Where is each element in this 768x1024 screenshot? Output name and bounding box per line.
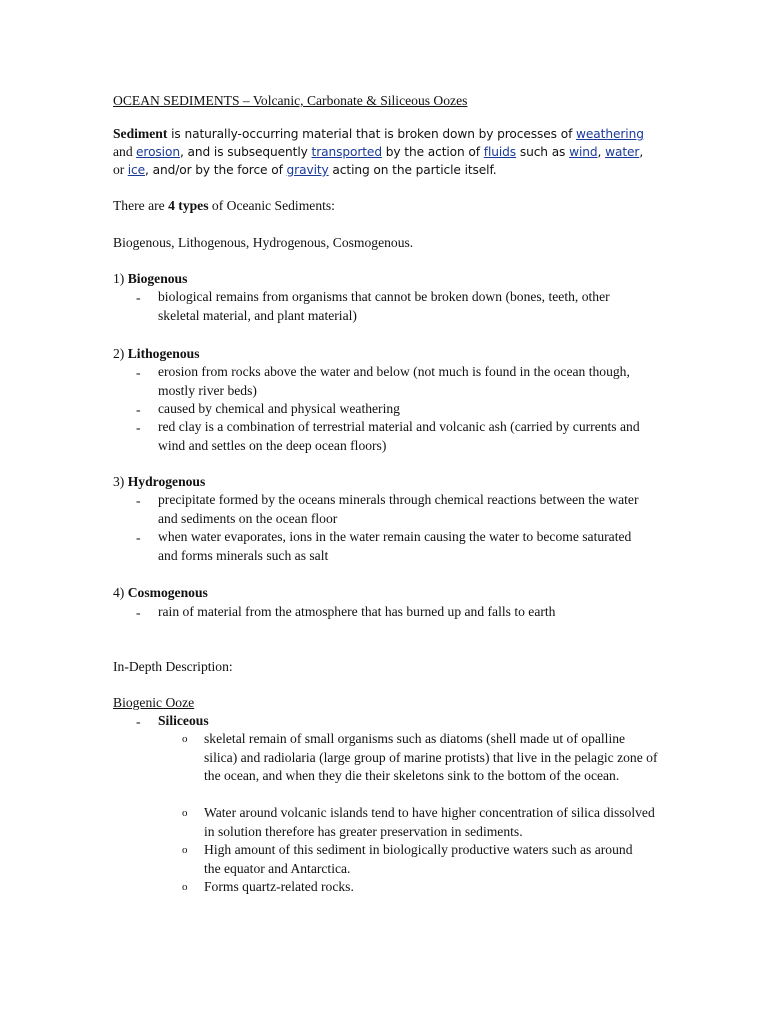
bullet-dash: - [136,402,141,417]
definition-text: , [597,145,606,159]
definition-text: , [639,145,644,159]
link-transported[interactable]: transported [311,145,382,159]
list-item: rain of material from the atmosphere that has burned up and falls to earth [158,604,556,619]
definition-line-3 [113,161,497,179]
section-name: Hydrogenous [127,474,206,489]
link-ice[interactable]: ice [127,163,146,177]
list-item: when water evaporates, ions in the water remain causing the water to become saturated and forms minerals such as salt [158,529,632,563]
definition-text: or [113,162,128,177]
bullet-circle: o [182,844,188,856]
definition-line-1 [113,125,644,143]
section-heading [113,345,200,362]
definition-text: by the action of [381,145,484,159]
types-list: Biogenous, Lithogenous, Hydrogenous, Cosmogenous. [113,235,414,250]
definition-text: acting on the particle itself. [328,163,497,177]
definition-text: and [113,144,137,159]
bullet-dash: - [136,493,141,508]
types-intro-text: of Oceanic Sediments: [208,198,335,213]
section-number: 3) [113,474,128,489]
section-name: Lithogenous [127,346,200,361]
in-depth-heading: In-Depth Description: [113,659,233,674]
list-item: High amount of this sediment in biologically productive waters such as around the equator and Antarctica. [204,842,633,876]
bullet-dash: - [136,605,141,620]
list-item: erosion from rocks above the water and below (not much is found in the ocean though, mostly river beds) [158,364,630,398]
bullet-dash: - [136,530,141,545]
bullet-dash: - [136,290,141,305]
section-name: Cosmogenous [127,585,208,600]
definition-text: , and is subsequently [179,145,312,159]
bullet-dash: - [136,420,141,435]
link-water[interactable]: water [605,145,640,159]
document-title: OCEAN SEDIMENTS – Volcanic, Carbonate & Siliceous Oozes [113,93,468,108]
bullet-circle: o [182,733,188,745]
definition-term: Sediment [113,126,168,141]
biogenic-ooze-heading: Biogenic Ooze [113,695,195,710]
bullet-circle: o [182,881,188,893]
section-heading [113,270,187,287]
definition-text: such as [516,145,570,159]
definition-text: , and/or by the force of [145,163,287,177]
section-number: 1) [113,271,128,286]
list-item: biological remains from organisms that cannot be broken down (bones, teeth, other skeletal material, and plant material) [158,289,610,323]
link-fluids[interactable]: fluids [483,145,517,159]
types-intro-text: There are [113,198,169,213]
definition-text: is naturally-occurring material that is broken down by processes of [167,127,577,141]
types-intro [113,197,335,214]
bullet-circle: o [182,807,188,819]
types-count: 4 types [168,198,209,213]
list-item: red clay is a combination of terrestrial material and volcanic ash (carried by currents and wind and settles on the deep ocean floors) [158,419,640,453]
section-number: 4) [113,585,128,600]
link-erosion[interactable]: erosion [136,145,180,159]
section-heading [113,473,205,490]
list-item: skeletal remain of small organisms such as diatoms (shell made ut of opalline silica) and radiolaria (large group of marine protists) that live in the pelagic zone of the ocean, and when they die their skeletons sink to the bottom of the ocean. [204,731,658,783]
bullet-dash: - [136,714,141,729]
section-number: 2) [113,346,128,361]
list-item: caused by chemical and physical weathering [158,401,400,416]
list-item: Forms quartz-related rocks. [204,879,354,894]
definition-line-2 [113,143,643,161]
list-item: precipitate formed by the oceans minerals through chemical reactions between the water and sediments on the ocean floor [158,492,639,526]
link-weathering[interactable]: weathering [576,127,644,141]
link-wind[interactable]: wind [569,145,598,159]
link-gravity[interactable]: gravity [286,163,329,177]
siliceous-subheading: Siliceous [158,713,209,728]
section-name: Biogenous [127,271,188,286]
bullet-dash: - [136,365,141,380]
list-item: Water around volcanic islands tend to have higher concentration of silica dissolved in solution therefore has greater preservation in sediments. [204,805,655,839]
section-heading [113,584,208,601]
